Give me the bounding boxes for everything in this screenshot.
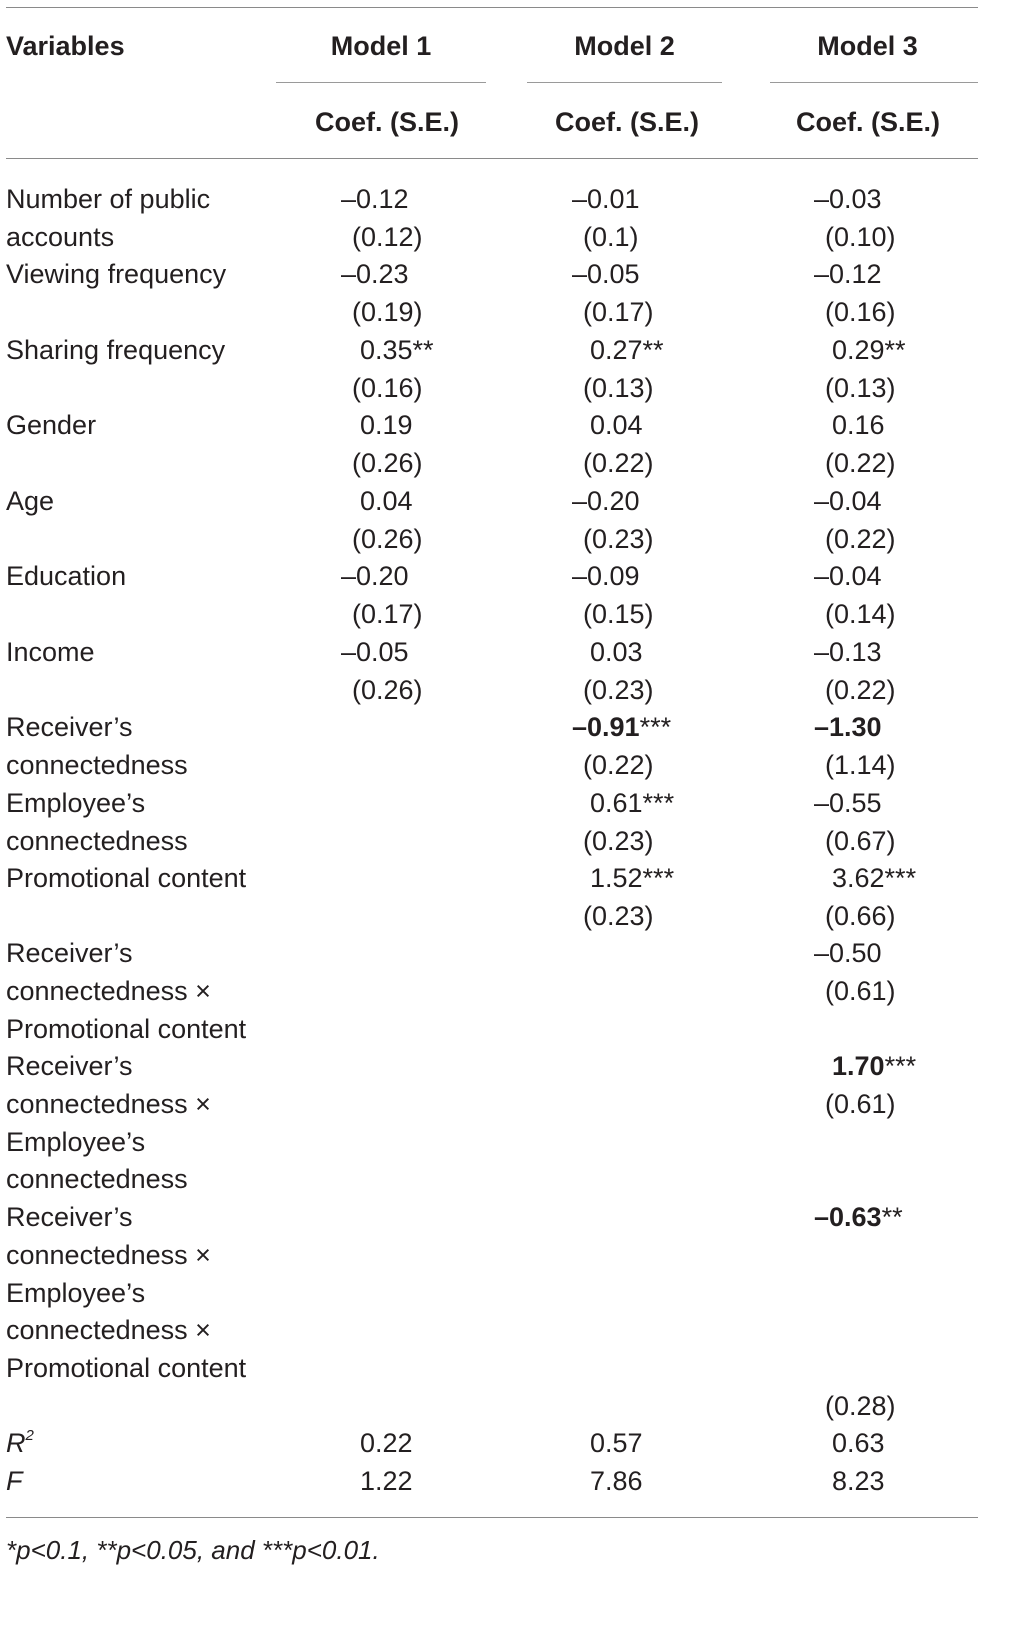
coef-value — [814, 1197, 903, 1237]
var-label: Employee’s — [6, 1278, 146, 1308]
var-label: connectedness — [6, 1164, 188, 1194]
coef-value: –0.05 — [572, 259, 640, 289]
var-label: connectedness × — [6, 976, 211, 1006]
f-stat-value: 8.23 — [832, 1466, 885, 1496]
se-value: (0.22) — [825, 675, 896, 705]
coef-value: 0.16 — [832, 410, 885, 440]
var-label: Age — [6, 486, 55, 516]
coef-value: –0.20 — [572, 486, 640, 516]
coef-value — [832, 1046, 916, 1086]
superscript: 2 — [25, 1427, 34, 1444]
r-squared-value: 0.57 — [590, 1428, 643, 1458]
significance-stars: ** — [881, 1202, 903, 1232]
var-label: Viewing frequency — [6, 259, 227, 289]
var-label: Receiver’s — [6, 938, 133, 968]
f-stat-label: F — [6, 1466, 23, 1496]
se-value: (0.22) — [825, 524, 896, 554]
se-value: (0.14) — [825, 599, 896, 629]
coef-bold: –0.91 — [572, 712, 640, 742]
model-2-coef-header: Coef. (S.E.) — [554, 107, 699, 137]
coef-value: –0.12 — [341, 184, 409, 214]
se-value: (0.12) — [352, 222, 423, 252]
se-value: (0.17) — [583, 297, 654, 327]
var-label: connectedness × — [6, 1089, 211, 1119]
var-label: Employee’s — [6, 788, 146, 818]
var-label: Receiver’s — [6, 1202, 133, 1232]
se-value: (0.22) — [583, 448, 654, 478]
coef-bold: 1.70 — [832, 1051, 885, 1081]
se-value: (0.23) — [583, 524, 654, 554]
var-label: Number of public — [6, 184, 211, 214]
coef-value: –0.13 — [814, 637, 882, 667]
se-value: (0.1) — [583, 222, 639, 252]
header-bottom-rule — [6, 158, 978, 159]
var-label: Employee’s — [6, 1127, 146, 1157]
variables-header: Variables — [6, 31, 125, 61]
model-1-spanner-rule — [276, 82, 486, 83]
coef-value: 0.04 — [360, 486, 413, 516]
coef-value: 0.35** — [360, 335, 434, 365]
se-value: (0.13) — [583, 373, 654, 403]
coef-value: –1.30 — [814, 712, 882, 742]
coef-value: –0.20 — [341, 561, 409, 591]
var-label: connectedness × — [6, 1315, 211, 1345]
significance-stars: *** — [884, 1051, 917, 1081]
r-squared-value: 0.22 — [360, 1428, 413, 1458]
top-rule — [6, 7, 978, 8]
coef-value: 0.61*** — [590, 788, 675, 818]
coef-value: 0.19 — [360, 410, 413, 440]
var-label: Education — [6, 561, 127, 591]
se-value: (0.23) — [583, 901, 654, 931]
se-value: (0.28) — [825, 1391, 896, 1421]
coef-value: –0.05 — [341, 637, 409, 667]
se-value: (0.22) — [583, 750, 654, 780]
se-value: (0.67) — [825, 826, 896, 856]
se-value: (0.66) — [825, 901, 896, 931]
model-2-header: Model 2 — [574, 31, 675, 61]
var-label: Income — [6, 637, 95, 667]
model-3-coef-header: Coef. (S.E.) — [795, 107, 940, 137]
coef-value: –0.03 — [814, 184, 882, 214]
model-3-header: Model 3 — [817, 31, 918, 61]
model-2-spanner-rule — [527, 82, 722, 83]
var-label: Receiver’s — [6, 712, 133, 742]
se-value: (0.23) — [583, 675, 654, 705]
se-value: (0.61) — [825, 976, 896, 1006]
var-label: connectedness — [6, 826, 188, 856]
var-label: Promotional content — [6, 1353, 247, 1383]
se-value: (0.22) — [825, 448, 896, 478]
var-label: connectedness × — [6, 1240, 211, 1270]
coef-value — [572, 707, 671, 747]
coef-value: –0.04 — [814, 561, 882, 591]
coef-value: 0.27** — [590, 335, 664, 365]
r-squared-label: $R^2$ — [6, 1427, 34, 1458]
model-3-spanner-rule — [770, 82, 978, 83]
bottom-rule — [6, 1517, 978, 1518]
f-stat-value: 1.22 — [360, 1466, 413, 1496]
model-1-coef-header: Coef. (S.E.) — [314, 107, 459, 137]
se-value: (0.15) — [583, 599, 654, 629]
footnote: *p<0.1, **p<0.05, and ***p<0.01. — [6, 1535, 380, 1565]
se-value: (1.14) — [825, 750, 896, 780]
var-label: Receiver’s — [6, 1051, 133, 1081]
se-value: (0.26) — [352, 448, 423, 478]
coef-value: 1.52*** — [590, 863, 675, 893]
coef-value: –0.04 — [814, 486, 882, 516]
var-label: accounts — [6, 222, 115, 252]
se-value: (0.61) — [825, 1089, 896, 1119]
var-label: Sharing frequency — [6, 335, 226, 365]
coef-value: –0.55 — [814, 788, 882, 818]
f-stat-value: 7.86 — [590, 1466, 643, 1496]
se-value: (0.10) — [825, 222, 896, 252]
coef-value: 0.29** — [832, 335, 906, 365]
coef-value: –0.09 — [572, 561, 640, 591]
coef-value: –0.23 — [341, 259, 409, 289]
se-value: (0.13) — [825, 373, 896, 403]
se-value: (0.17) — [352, 599, 423, 629]
se-value: (0.19) — [352, 297, 423, 327]
coef-value: –0.50 — [814, 938, 882, 968]
coef-value: 3.62*** — [832, 863, 917, 893]
coef-value: 0.04 — [590, 410, 643, 440]
var-label: Promotional content — [6, 863, 247, 893]
se-value: (0.26) — [352, 675, 423, 705]
coef-value: 0.03 — [590, 637, 643, 667]
var-label: Gender — [6, 410, 97, 440]
var-label: connectedness — [6, 750, 188, 780]
se-value: (0.26) — [352, 524, 423, 554]
se-value: (0.16) — [825, 297, 896, 327]
se-value: (0.23) — [583, 826, 654, 856]
significance-stars: *** — [639, 712, 672, 742]
se-value: (0.16) — [352, 373, 423, 403]
model-1-header: Model 1 — [330, 31, 432, 61]
coef-value: –0.01 — [572, 184, 640, 214]
coef-bold: –0.63 — [814, 1202, 882, 1232]
var-label: Promotional content — [6, 1014, 247, 1044]
coef-value: –0.12 — [814, 259, 882, 289]
r-squared-value: 0.63 — [832, 1428, 885, 1458]
